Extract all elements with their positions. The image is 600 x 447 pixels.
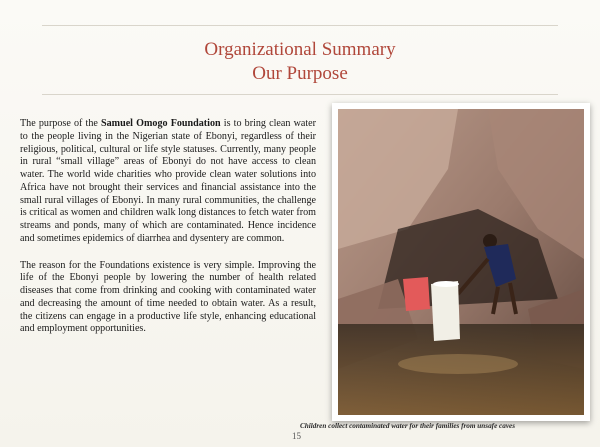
- slide-title-line2: Our Purpose: [252, 63, 348, 84]
- page-number: 15: [292, 431, 301, 441]
- top-divider: [42, 25, 558, 26]
- cave-water-photo: [338, 109, 584, 415]
- photo-frame: [332, 103, 590, 421]
- paragraph-reason: The reason for the Foundations existence is very simple. Improving the life of the Ebonyi people by lowering the number of health related diseases that come from drinking and cooking with contaminated water and decreasing the amount of time needed to obtain water. As a result, the citizens can engage in a productive life style, enhancing educational and employment opportunities.: [20, 259, 316, 335]
- photo-caption: Children collect contaminated water for their families from unsafe caves: [300, 422, 516, 430]
- p1-rest: is to bring clean water to the people living in the Nigerian state of Ebonyi, regardless of their religious, political, cultural or life style statuses. Currently, many people in rural “small village” areas of Ebonyi do not have access to clean water. The world wide charities who provide clean water solutions into Africa have not brought their services and financial assistance into the small rural villages of Ebonyi. In many rural communities, the challenge is critical as women and children walk long distances to fetch water from streams and ponds, many of which are contaminated. Hence incidence and sometimes epidemics of diarrhea and dysentery are common.: [20, 118, 316, 244]
- slide-title: [0, 38, 600, 86]
- slide-title-line1: Organizational Summary: [204, 39, 396, 60]
- body-text: [20, 118, 316, 350]
- paragraph-purpose: [20, 118, 316, 246]
- org-name: Samuel Omogo Foundation: [101, 118, 221, 129]
- p1-intro: The purpose of the: [20, 118, 102, 129]
- title-divider: [42, 94, 558, 95]
